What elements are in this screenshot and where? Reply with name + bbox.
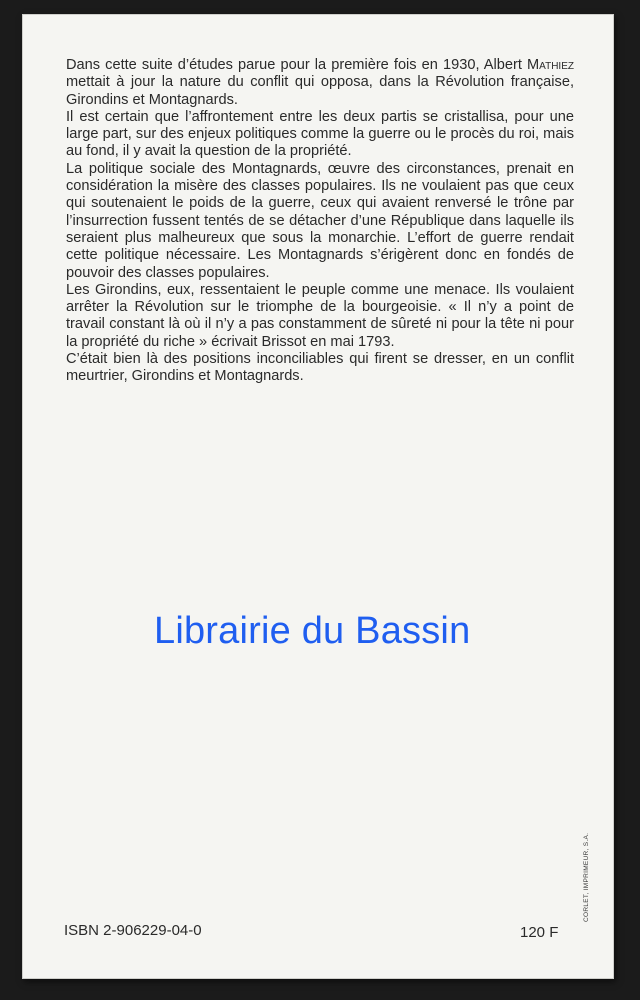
- book-back-cover: [22, 14, 614, 979]
- isbn-number: ISBN 2-906229-04-0: [64, 922, 202, 939]
- printer-credit: CORLET, IMPRIMEUR, S.A.: [583, 832, 590, 922]
- blurb-paragraph-1: [66, 57, 574, 109]
- blurb-paragraph-4: Les Girondins, eux, ressentaient le peuple comme une menace. Ils voulaient arrêter la Révolution sur le triomphe de la bourgeoisie. « Il n’y a point de travail constant là où il n’y a pas constamment de sûreté ni pour la tête ni pour la propriété du riche » écrivait Brissot en mai 1793.: [66, 281, 574, 350]
- blurb-p1-end: mettait à jour la nature du conflit qui opposa, dans la Révolution française, Girondins et Montagnards.: [66, 74, 574, 108]
- blurb-p1-start: Dans cette suite d’études parue pour la première fois en 1930, Albert: [66, 57, 528, 73]
- bookshop-watermark: Librairie du Bassin: [154, 610, 471, 652]
- author-name: Mathiez: [527, 57, 574, 73]
- blurb-paragraph-3: La politique sociale des Montagnards, œuvre des circonstances, prenait en considération la misère des classes populaires. Ils ne voulaient pas que ceux qui soutenaient le poids de la guerre, ceux qui avaient renversé le trône par l’insurrection fussent tentés de se détacher d’une République dans laquelle ils seraient plus malheureux que sous la monarchie. L’effort de guerre rendait cette politique nécessaire. Les Montagnards s’érigèrent donc en fondés de pouvoir des classes populaires.: [66, 160, 574, 281]
- blurb-paragraph-2: Il est certain que l’affrontement entre les deux partis se cristallisa, pour une large part, sur des enjeux politiques comme la guerre ou le procès du roi, mais au fond, il y avait la question de la propriété.: [66, 108, 574, 160]
- back-cover-blurb: [66, 57, 574, 386]
- book-price: 120 F: [520, 924, 559, 941]
- blurb-paragraph-5: C’était bien là des positions inconciliables qui firent se dresser, en un conflit meurtrier, Girondins et Montagnards.: [66, 351, 574, 385]
